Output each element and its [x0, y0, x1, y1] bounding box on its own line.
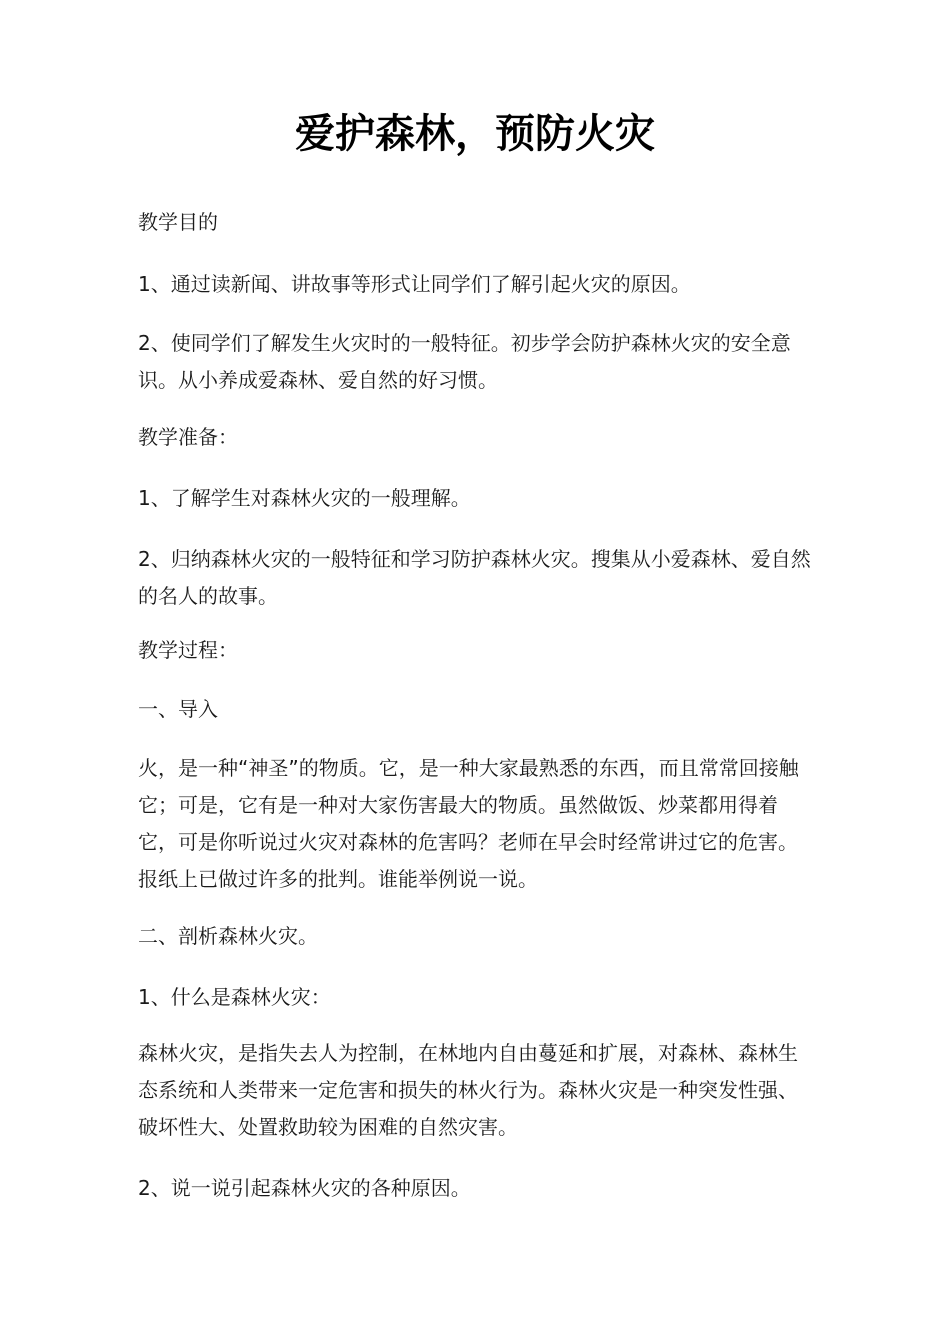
section-heading-analysis: 二、剖析森林火灾。 — [138, 924, 318, 948]
paragraph-objective-1: 1、通过读新闻、讲故事等形式让同学们了解引起火灾的原因。 — [138, 272, 691, 296]
section-heading-introduction: 一、导入 — [138, 697, 218, 721]
paragraph-preparation-2: 2、归纳森林火灾的一般特征和学习防护森林火灾。搜集从小爱森林、爱自然的名人的故事。 — [138, 547, 811, 608]
paragraph-objective-2: 2、使同学们了解发生火灾时的一般特征。初步学会防护森林火灾的安全意识。从小养成爱森林、爱自然的好习惯。 — [138, 331, 791, 392]
paragraph-causes: 2、说一说引起森林火灾的各种原因。 — [138, 1176, 471, 1200]
paragraph-forest-fire-definition: 森林火灾，是指失去人为控制，在林地内自由蔓延和扩展，对森林、森林生态系统和人类带来一定危害和损失的林火行为。森林火灾是一种突发性强、破坏性大、处置救助较为困难的自然灾害。 — [138, 1041, 798, 1139]
document-title: 爱护森林，预防火灾 — [295, 111, 655, 157]
section-heading-process: 教学过程： — [138, 638, 238, 662]
paragraph-introduction: 火，是一种“神圣”的物质。它，是一种大家最熟悉的东西，而且常常回接触它；可是，它有是一种对大家伤害最大的物质。虽然做饭、炒菜都用得着它，可是你听说过火灾对森林的危害吗？老师在早会时经常讲过它的危害。报纸上已做过许多的批判。谁能举例说一说。 — [138, 756, 799, 891]
paragraph-what-is-forest-fire: 1、什么是森林火灾： — [138, 985, 331, 1009]
section-heading-objectives: 教学目的 — [138, 210, 218, 234]
paragraph-preparation-1: 1、了解学生对森林火灾的一般理解。 — [138, 486, 471, 510]
section-heading-preparation: 教学准备： — [138, 425, 238, 449]
